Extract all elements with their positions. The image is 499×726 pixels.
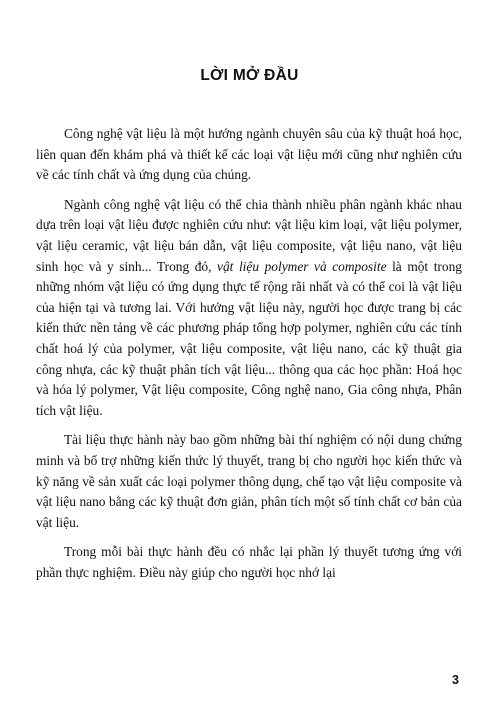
paragraph-2-italic: vật liệu polymer và composite [217, 258, 387, 274]
body-text [36, 124, 462, 592]
paragraph-1: Công nghệ vật liệu là một hướng ngành chuyên sâu của kỹ thuật hoá học, liên quan đến khám phá và thiết kế các loại vật liệu mới cũng như nghiên cứu về các tính chất và ứng dụng của chúng. [36, 126, 462, 183]
page-number: 3 [452, 673, 459, 687]
page-title: LỜI MỞ ĐẦU [200, 67, 299, 84]
paragraph-2-text-after: là một trong những nhóm vật liệu có ứng dụng thực tế rộng rãi nhất và có thể coi là vật liệu của hiện tại và tương lai. Với hướng vật liệu này, người học được trang bị các kiến thức nền tảng về các phương pháp tổng hợp polymer, nghiên cứu các tính chất hoá lý của polymer, vật liệu composite, vật liệu nano, các kỹ thuật gia công nhựa, các kỹ thuật phân tích vật liệu... thông qua các học phần: Hoá học và hóa lý polymer, Vật liệu composite, Công nghệ nano, Gia công nhựa, Phân tích vật liệu. [36, 258, 462, 418]
paragraph-2-text-before: Ngành công nghệ vật liệu có thể chia thành nhiều phân ngành khác nhau dựa trên loại vật liệu được nghiên cứu như: vật liệu kim loại, vật liệu polymer, vật liệu ceramic, vật liệu bán dẫn, vật liệu composite, vật liệu nano, vật liệu sinh học và y sinh... Trong đó, [36, 196, 462, 274]
paragraph-2 [36, 195, 462, 422]
paragraph-3: Tài liệu thực hành này bao gồm những bài thí nghiệm có nội dung chứng minh và bổ trợ những kiến thức lý thuyết, trang bị cho người học kiến thức và kỹ năng về sản xuất các loại polymer thông dụng, chế tạo vật liệu composite và vật liệu nano bằng các kỹ thuật đơn giản, phân tích một số tính chất cơ bản của vật liệu. [36, 432, 462, 530]
paragraph-4: Trong mỗi bài thực hành đều có nhắc lại phần lý thuyết tương ứng với phần thực nghiệm. Điều này giúp cho người học nhớ lại [36, 544, 462, 580]
